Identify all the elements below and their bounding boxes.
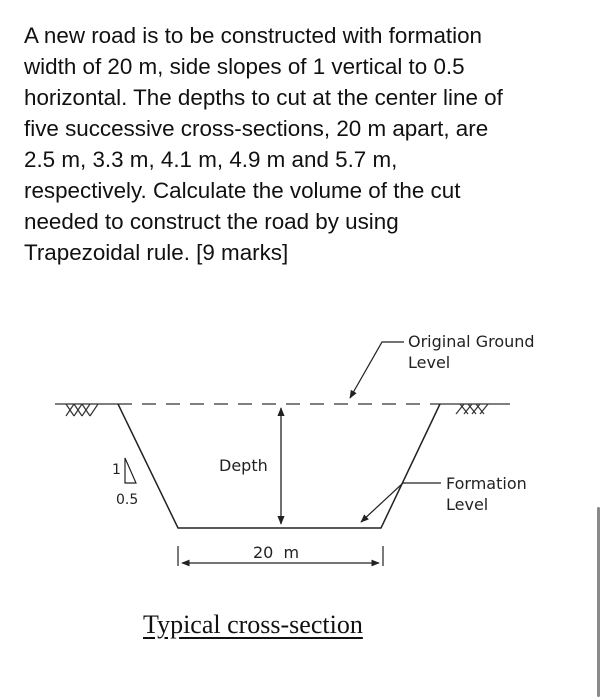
question-line: Trapezoidal rule. [9 marks]	[24, 240, 289, 265]
formation-level-label: Level	[446, 495, 489, 514]
cut-section-outline	[118, 404, 440, 528]
original-ground-label: Level	[408, 353, 451, 372]
question-line: A new road is to be constructed with formation	[24, 23, 483, 48]
formation-level-label: Formation	[446, 474, 527, 493]
question-line: horizontal. The depths to cut at the center line of	[24, 85, 503, 110]
slope-triangle	[125, 458, 136, 483]
ground-hatch-right	[440, 404, 510, 414]
original-ground-leader	[350, 342, 404, 398]
question-line: respectively. Calculate the volume of the cut	[24, 178, 461, 203]
width-label: 20 m	[253, 543, 300, 562]
formation-level-leader	[361, 483, 441, 522]
depth-label: Depth	[219, 456, 268, 475]
question-line: needed to construct the road by using	[24, 209, 399, 234]
diagram-caption: Typical cross-section	[143, 610, 363, 639]
slope-vertical-label: 1	[112, 462, 121, 478]
ground-hatch-left	[55, 404, 118, 416]
scrollbar[interactable]	[597, 507, 600, 697]
question-line: width of 20 m, side slopes of 1 vertical to 0.5	[24, 54, 465, 79]
slope-horizontal-label: 0.5	[116, 492, 139, 508]
question-line: five successive cross-sections, 20 m apart, are	[24, 116, 489, 141]
question-line: 2.5 m, 3.3 m, 4.1 m, 4.9 m and 5.7 m,	[24, 147, 398, 172]
original-ground-label: Original Ground	[408, 332, 535, 351]
